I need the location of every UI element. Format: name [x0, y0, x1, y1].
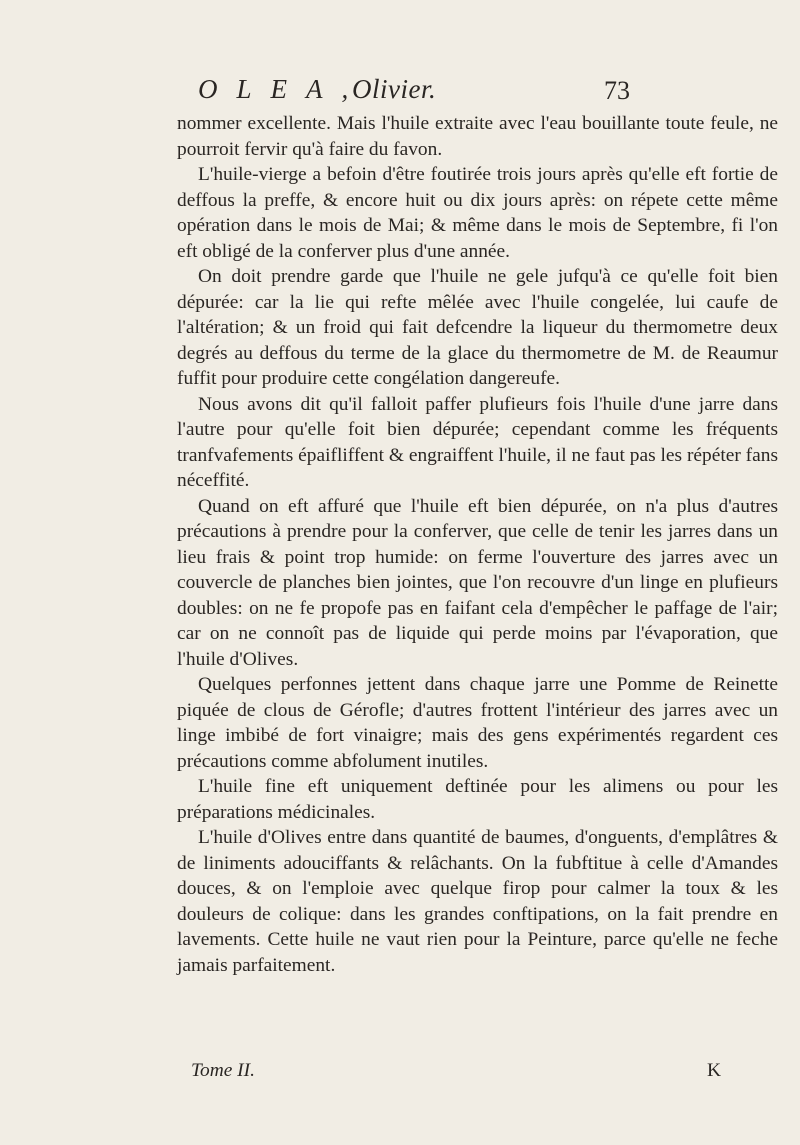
paragraph: Nous avons dit qu'il falloit paffer plufieurs fois l'huile d'une jarre dans l'autre pour qu'elle foit bien dépurée; cependant comme les fréquents tranfvafements épaifliffent & engraiffent l'huile, il ne faut pas les répéter fans néceffité. — [177, 393, 778, 491]
paragraph: L'huile fine eft uniquement deftinée pour les alimens ou pour les préparations médicinales. — [177, 776, 778, 823]
page-number: 73 — [604, 76, 630, 105]
signature-mark: K — [707, 1060, 722, 1081]
running-head-subtitle: Olivier. — [352, 74, 437, 104]
running-head — [170, 74, 630, 110]
paragraph: Quelques perfonnes jettent dans chaque jarre une Pomme de Reinette piquée de clous de Gérofle; d'autres frottent l'intérieur des jarres avec un linge imbibé de fort vinaigre; mais des gens expérimentés regardent ces précautions comme abfolument inutiles. — [177, 674, 778, 772]
paragraph-continuation: nommer excellente. Mais l'huile extraite avec l'eau bouillante toute feule, ne pourroit fervir qu'à faire du favon. — [177, 113, 778, 160]
paragraph: L'huile-vierge a befoin d'être foutirée trois jours après qu'elle eft fortie de deffous la preffe, & encore huit ou dix jours après: on répete cette même opération dans le mois de Mai; & même dans le mois de Septembre, fi l'on eft obligé de la conferver plus d'une année. — [177, 164, 778, 262]
paragraph: Quand on eft affuré que l'huile eft bien dépurée, on n'a plus d'autres précautions à prendre pour la conferver, que celle de tenir les jarres dans un lieu frais & point trop humide: on ferme l'ouverture des jarres avec un couvercle de planches bien jointes, que l'on recouvre d'un linge en plufieurs doubles: on ne fe propofe pas en faifant cela d'empêcher le paffage de l'air; car on ne connoît pas de liquide qui perde moins par l'évaporation, que l'huile d'Olives. — [177, 495, 778, 670]
volume-label: Tome II. — [191, 1060, 255, 1081]
page-footer — [177, 1060, 767, 1090]
paragraph: On doit prendre garde que l'huile ne gele jufqu'à ce qu'elle foit bien dépurée: car la lie qui refte mêlée avec l'huile congelée, lui caufe de l'altération; & un froid qui fait defcendre la liqueur du thermometre deux degrés au deffous du terme de la glace du thermometre de M. de Reaumur fuffit pour produire cette congélation dangereufe. — [177, 266, 778, 389]
running-head-title: OLEA, — [198, 74, 368, 104]
body-text — [177, 111, 778, 978]
paragraph: L'huile d'Olives entre dans quantité de baumes, d'onguents, d'emplâtres & de liniments adouciffants & relâchants. On la fubftitue à celle d'Amandes douces, & on l'emploie avec quelque firop pour calmer la toux & les douleurs de colique: dans les grandes conftipations, on la fait prendre en lavements. Cette huile ne vaut rien pour la Peinture, parce qu'elle ne feche jamais parfaitement. — [177, 827, 778, 976]
